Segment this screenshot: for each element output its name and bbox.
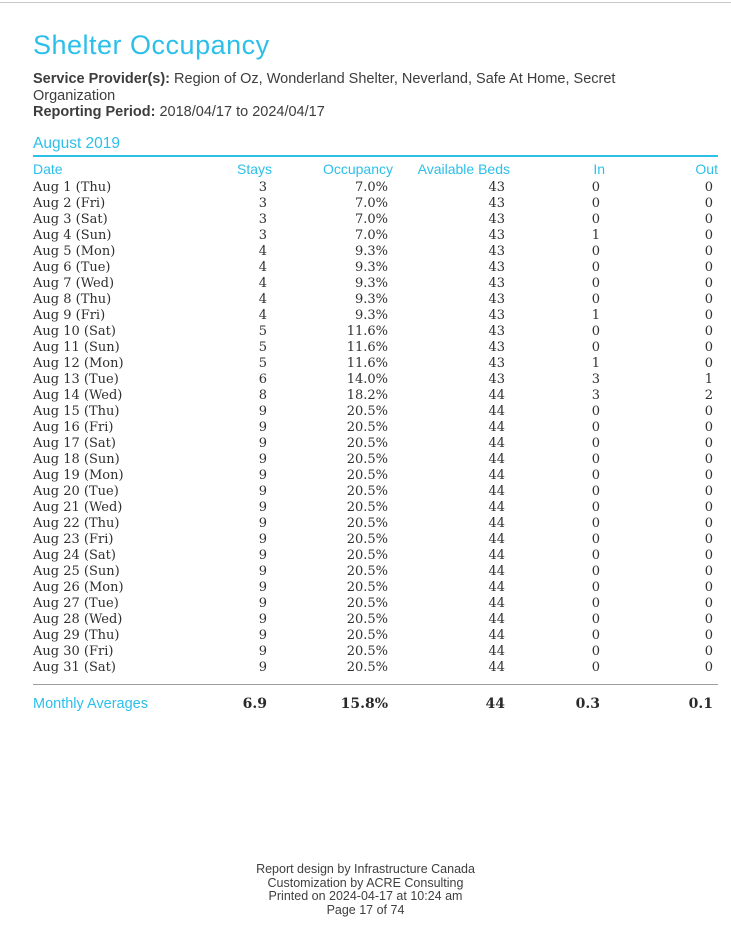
table-row <box>33 228 718 244</box>
cell-date: Aug 6 (Tue) <box>33 260 111 275</box>
cell-in: 0 <box>591 340 600 355</box>
cell-available-beds: 44 <box>488 628 505 643</box>
service-providers-line <box>33 71 658 104</box>
cell-date: Aug 14 (Wed) <box>33 388 123 403</box>
table-row <box>33 340 718 356</box>
table-row <box>33 324 718 340</box>
cell-stays: 9 <box>258 564 267 579</box>
cell-in: 0 <box>591 196 600 211</box>
footer-customization: Customization by ACRE Consulting <box>267 875 464 890</box>
cell-available-beds: 44 <box>488 436 505 451</box>
cell-stays: 5 <box>258 356 267 371</box>
cell-out: 0 <box>704 420 713 435</box>
cell-out: 0 <box>704 644 713 659</box>
cell-in: 1 <box>591 228 600 243</box>
cell-date: Aug 11 (Sun) <box>33 340 120 355</box>
cell-stays: 9 <box>258 452 267 467</box>
cell-date: Aug 7 (Wed) <box>33 276 115 291</box>
column-header-stays: Stays <box>236 161 272 177</box>
cell-out: 0 <box>704 212 713 227</box>
cell-occupancy: 9.3% <box>354 292 388 307</box>
cell-occupancy: 20.5% <box>346 612 388 627</box>
cell-date: Aug 21 (Wed) <box>33 500 123 515</box>
cell-in: 0 <box>591 628 600 643</box>
cell-available-beds: 44 <box>488 404 505 419</box>
table-row <box>33 452 718 468</box>
cell-available-beds: 43 <box>488 292 505 307</box>
cell-stays: 9 <box>258 516 267 531</box>
table-row <box>33 372 718 388</box>
cell-occupancy: 18.2% <box>346 388 388 403</box>
cell-date: Aug 1 (Thu) <box>33 180 112 195</box>
cell-stays: 9 <box>258 484 267 499</box>
cell-stays: 9 <box>258 596 267 611</box>
column-header-available-beds: Available Beds <box>417 161 510 177</box>
table-row <box>33 580 718 596</box>
cell-in: 0 <box>591 500 600 515</box>
footer-report-design: Report design by Infrastructure Canada <box>256 862 475 876</box>
cell-stays: 5 <box>258 324 267 339</box>
cell-out: 0 <box>704 404 713 419</box>
cell-stays: 6 <box>258 372 267 387</box>
cell-stays: 4 <box>258 244 267 259</box>
cell-available-beds: 44 <box>488 516 505 531</box>
cell-occupancy: 20.5% <box>346 596 388 611</box>
cell-in: 0 <box>591 580 600 595</box>
table-row <box>33 420 718 436</box>
cell-out: 0 <box>704 260 713 275</box>
cell-stays: 9 <box>258 500 267 515</box>
cell-available-beds: 43 <box>488 356 505 371</box>
cell-in: 0 <box>591 612 600 627</box>
cell-occupancy: 9.3% <box>354 260 388 275</box>
cell-in: 1 <box>591 356 600 371</box>
page-title: Shelter Occupancy <box>33 30 270 60</box>
cell-out: 0 <box>704 532 713 547</box>
cell-available-beds: 43 <box>488 180 505 195</box>
cell-stays: 9 <box>258 404 267 419</box>
cell-out: 0 <box>704 244 713 259</box>
cell-out: 0 <box>704 484 713 499</box>
cell-stays: 8 <box>258 388 267 403</box>
cell-date: Aug 31 (Sat) <box>33 660 116 675</box>
cell-in: 0 <box>591 532 600 547</box>
cell-date: Aug 10 (Sat) <box>33 324 116 339</box>
cell-occupancy: 20.5% <box>346 580 388 595</box>
table-row <box>33 196 718 212</box>
cell-available-beds: 43 <box>488 324 505 339</box>
cell-occupancy: 20.5% <box>346 516 388 531</box>
cell-available-beds: 44 <box>488 420 505 435</box>
footer-printed-on: Printed on 2024-04-17 at 10:24 am <box>268 889 463 903</box>
cell-occupancy: 9.3% <box>354 244 388 259</box>
cell-stays: 3 <box>258 196 267 211</box>
cell-date: Aug 29 (Thu) <box>33 628 120 643</box>
average-occupancy: 15.8% <box>272 685 393 715</box>
cell-stays: 4 <box>258 260 267 275</box>
cell-stays: 3 <box>258 180 267 195</box>
cell-occupancy: 20.5% <box>346 404 388 419</box>
reporting-period-value: 2018/04/17 to 2024/04/17 <box>159 104 325 120</box>
cell-out: 0 <box>704 436 713 451</box>
table-row <box>33 244 718 260</box>
cell-available-beds: 43 <box>488 244 505 259</box>
cell-in: 0 <box>591 484 600 499</box>
month-section-title: August 2019 <box>33 135 121 152</box>
cell-out: 0 <box>704 324 713 339</box>
cell-stays: 4 <box>258 308 267 323</box>
cell-stays: 3 <box>258 212 267 227</box>
monthly-averages-label: Monthly Averages <box>33 685 200 715</box>
cell-occupancy: 20.5% <box>346 436 388 451</box>
cell-occupancy: 20.5% <box>346 500 388 515</box>
cell-available-beds: 44 <box>488 548 505 563</box>
report-footer <box>0 863 731 917</box>
cell-available-beds: 43 <box>488 212 505 227</box>
cell-occupancy: 7.0% <box>354 212 388 227</box>
cell-stays: 9 <box>258 580 267 595</box>
table-row <box>33 516 718 532</box>
cell-out: 0 <box>704 564 713 579</box>
cell-occupancy: 20.5% <box>346 484 388 499</box>
cell-in: 0 <box>591 436 600 451</box>
cell-out: 0 <box>704 308 713 323</box>
cell-date: Aug 4 (Sun) <box>33 228 112 243</box>
cell-out: 0 <box>704 612 713 627</box>
table-row <box>33 548 718 564</box>
cell-stays: 9 <box>258 532 267 547</box>
table-row <box>33 628 718 644</box>
cell-in: 0 <box>591 420 600 435</box>
table-row <box>33 660 718 685</box>
average-stays: 6.9 <box>200 685 272 715</box>
cell-occupancy: 7.0% <box>354 180 388 195</box>
cell-available-beds: 43 <box>488 340 505 355</box>
cell-in: 0 <box>591 324 600 339</box>
cell-out: 0 <box>704 228 713 243</box>
average-in: 0.3 <box>510 685 605 715</box>
page-top-divider <box>0 2 731 3</box>
cell-in: 0 <box>591 404 600 419</box>
cell-available-beds: 44 <box>488 612 505 627</box>
cell-in: 0 <box>591 276 600 291</box>
cell-in: 0 <box>591 548 600 563</box>
footer-page-number: Page 17 of 74 <box>326 902 405 917</box>
cell-available-beds: 43 <box>488 372 505 387</box>
cell-stays: 5 <box>258 340 267 355</box>
table-row <box>33 276 718 292</box>
cell-occupancy: 11.6% <box>346 324 388 339</box>
cell-out: 2 <box>704 388 713 403</box>
table-row <box>33 292 718 308</box>
cell-date: Aug 26 (Mon) <box>33 580 124 595</box>
cell-in: 0 <box>591 244 600 259</box>
average-available-beds: 44 <box>393 685 510 715</box>
cell-in: 0 <box>591 452 600 467</box>
cell-out: 0 <box>704 500 713 515</box>
table-row <box>33 260 718 276</box>
reporting-period-label: Reporting Period: <box>33 104 156 120</box>
column-header-occupancy: Occupancy <box>322 161 393 177</box>
cell-out: 0 <box>704 196 713 211</box>
cell-occupancy: 11.6% <box>346 340 388 355</box>
cell-occupancy: 20.5% <box>346 628 388 643</box>
cell-occupancy: 9.3% <box>354 308 388 323</box>
cell-occupancy: 14.0% <box>346 372 388 387</box>
average-out: 0.1 <box>605 685 718 715</box>
cell-in: 0 <box>591 292 600 307</box>
cell-available-beds: 43 <box>488 228 505 243</box>
cell-occupancy: 9.3% <box>354 276 388 291</box>
table-row <box>33 468 718 484</box>
cell-date: Aug 5 (Mon) <box>33 244 116 259</box>
cell-available-beds: 43 <box>488 196 505 211</box>
cell-available-beds: 44 <box>488 596 505 611</box>
cell-date: Aug 9 (Fri) <box>33 308 106 323</box>
cell-in: 0 <box>591 260 600 275</box>
cell-occupancy: 20.5% <box>346 660 388 675</box>
cell-out: 0 <box>704 356 713 371</box>
cell-available-beds: 44 <box>488 564 505 579</box>
cell-stays: 4 <box>258 276 267 291</box>
cell-in: 0 <box>591 468 600 483</box>
cell-in: 3 <box>591 372 600 387</box>
cell-out: 0 <box>704 516 713 531</box>
table-row <box>33 612 718 628</box>
cell-stays: 9 <box>258 660 267 675</box>
cell-date: Aug 28 (Wed) <box>33 612 123 627</box>
table-row <box>33 308 718 324</box>
cell-available-beds: 43 <box>488 276 505 291</box>
cell-occupancy: 7.0% <box>354 228 388 243</box>
table-row <box>33 532 718 548</box>
table-row <box>33 644 718 660</box>
cell-occupancy: 7.0% <box>354 196 388 211</box>
cell-out: 0 <box>704 340 713 355</box>
cell-date: Aug 3 (Sat) <box>33 212 108 227</box>
cell-available-beds: 44 <box>488 500 505 515</box>
cell-date: Aug 19 (Mon) <box>33 468 124 483</box>
cell-date: Aug 8 (Thu) <box>33 292 112 307</box>
cell-in: 0 <box>591 180 600 195</box>
cell-available-beds: 44 <box>488 468 505 483</box>
table-row <box>33 596 718 612</box>
cell-date: Aug 27 (Tue) <box>33 596 119 611</box>
cell-out: 0 <box>704 596 713 611</box>
cell-stays: 9 <box>258 612 267 627</box>
cell-date: Aug 23 (Fri) <box>33 532 114 547</box>
cell-stays: 9 <box>258 628 267 643</box>
service-providers-label: Service Provider(s): <box>33 71 171 87</box>
cell-available-beds: 44 <box>488 388 505 403</box>
cell-date: Aug 17 (Sat) <box>33 436 116 451</box>
table-row <box>33 356 718 372</box>
cell-out: 0 <box>704 580 713 595</box>
cell-date: Aug 22 (Thu) <box>33 516 120 531</box>
cell-out: 0 <box>704 180 713 195</box>
table-header-row <box>33 156 718 180</box>
cell-in: 1 <box>591 308 600 323</box>
cell-in: 0 <box>591 596 600 611</box>
cell-out: 0 <box>704 276 713 291</box>
cell-stays: 9 <box>258 436 267 451</box>
cell-out: 0 <box>704 468 713 483</box>
cell-date: Aug 20 (Tue) <box>33 484 119 499</box>
cell-in: 3 <box>591 388 600 403</box>
cell-date: Aug 25 (Sun) <box>33 564 120 579</box>
cell-date: Aug 30 (Fri) <box>33 644 114 659</box>
cell-available-beds: 44 <box>488 580 505 595</box>
cell-in: 0 <box>591 564 600 579</box>
monthly-averages-row <box>33 685 718 715</box>
column-header-out: Out <box>695 161 718 177</box>
cell-date: Aug 16 (Fri) <box>33 420 114 435</box>
cell-date: Aug 18 (Sun) <box>33 452 120 467</box>
reporting-period-line <box>33 104 658 121</box>
cell-date: Aug 12 (Mon) <box>33 356 124 371</box>
cell-occupancy: 20.5% <box>346 420 388 435</box>
cell-occupancy: 11.6% <box>346 356 388 371</box>
cell-stays: 9 <box>258 468 267 483</box>
table-row <box>33 500 718 516</box>
column-header-date: Date <box>33 161 63 177</box>
cell-available-beds: 43 <box>488 308 505 323</box>
cell-out: 0 <box>704 628 713 643</box>
cell-out: 0 <box>704 292 713 307</box>
cell-available-beds: 44 <box>488 660 505 675</box>
cell-occupancy: 20.5% <box>346 532 388 547</box>
service-providers-value: Region of Oz, Wonderland Shelter, Neverland, Safe At Home, Secret Organization <box>33 71 616 104</box>
table-row <box>33 436 718 452</box>
cell-date: Aug 2 (Fri) <box>33 196 106 211</box>
cell-date: Aug 13 (Tue) <box>33 372 119 387</box>
table-body <box>33 180 718 685</box>
cell-date: Aug 15 (Thu) <box>33 404 120 419</box>
cell-available-beds: 44 <box>488 532 505 547</box>
cell-occupancy: 20.5% <box>346 452 388 467</box>
cell-available-beds: 44 <box>488 452 505 467</box>
cell-stays: 3 <box>258 228 267 243</box>
table-row <box>33 212 718 228</box>
cell-stays: 9 <box>258 420 267 435</box>
cell-occupancy: 20.5% <box>346 564 388 579</box>
cell-available-beds: 43 <box>488 260 505 275</box>
table-row <box>33 484 718 500</box>
cell-out: 0 <box>704 452 713 467</box>
cell-stays: 9 <box>258 644 267 659</box>
column-header-in: In <box>593 161 605 177</box>
cell-occupancy: 20.5% <box>346 548 388 563</box>
table-row <box>33 564 718 580</box>
cell-in: 0 <box>591 644 600 659</box>
cell-occupancy: 20.5% <box>346 468 388 483</box>
cell-out: 1 <box>704 372 713 387</box>
cell-available-beds: 44 <box>488 484 505 499</box>
cell-date: Aug 24 (Sat) <box>33 548 116 563</box>
table-row <box>33 404 718 420</box>
cell-out: 0 <box>704 548 713 563</box>
cell-stays: 9 <box>258 548 267 563</box>
cell-in: 0 <box>591 660 600 675</box>
table-row <box>33 388 718 404</box>
cell-in: 0 <box>591 516 600 531</box>
table-row <box>33 180 718 196</box>
cell-available-beds: 44 <box>488 644 505 659</box>
cell-in: 0 <box>591 212 600 227</box>
cell-occupancy: 20.5% <box>346 644 388 659</box>
report-subtitle <box>33 71 658 121</box>
cell-out: 0 <box>704 660 713 675</box>
occupancy-table <box>33 155 718 714</box>
cell-stays: 4 <box>258 292 267 307</box>
